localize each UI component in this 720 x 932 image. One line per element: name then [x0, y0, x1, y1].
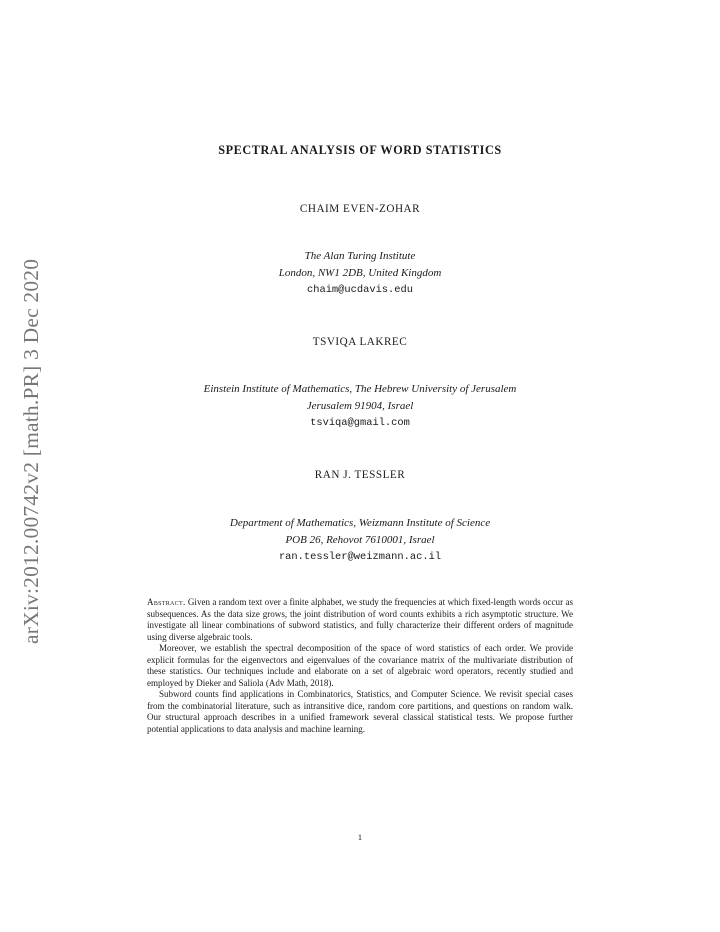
paper-title: SPECTRAL ANALYSIS OF WORD STATISTICS	[218, 143, 502, 157]
arxiv-identifier-stamp[interactable]: arXiv:2012.00742v2 [math.PR] 3 Dec 2020	[19, 258, 43, 644]
author-block-3	[0, 469, 720, 481]
affiliation-line: London, NW1 2DB, United Kingdom	[278, 267, 442, 279]
affiliation-line: Einstein Institute of Mathematics, The Hebrew University of Jerusalem	[203, 383, 517, 395]
abstract-text: Given a random text over a finite alphabet, we study the frequencies at which fixed-length words occur as subsequences. As the data size grows, the joint distribution of word counts exhibits a rich asymptotic structure. We investigate all linear combinations of subword statistics, and fully characterize their different orders of magnitude using diverse algebraic tools.	[147, 597, 573, 642]
page-number: 1	[357, 832, 363, 842]
author-name: RAN J. TESSLER	[314, 469, 406, 481]
affiliation-block-2	[0, 381, 720, 432]
affiliation-line: Jerusalem 91904, Israel	[306, 400, 414, 412]
author-email[interactable]: ran.tessler@weizmann.ac.il	[278, 551, 442, 563]
abstract-heading: Abstract.	[147, 597, 186, 607]
affiliation-line: Department of Mathematics, Weizmann Institute of Science	[229, 517, 491, 529]
abstract	[147, 597, 573, 735]
author-block-2	[0, 336, 720, 348]
abstract-paragraph: Subword counts find applications in Combinatorics, Statistics, and Computer Science. We revisit special cases from the combinatorial literature, such as intransitive dice, random core partitions, and questions on random walk. Our structural approach describes in a unified framework several classical statistical tests. We propose further potential applications to data analysis and machine learning.	[147, 689, 573, 734]
author-email[interactable]: chaim@ucdavis.edu	[306, 284, 413, 296]
author-block-1	[0, 203, 720, 215]
affiliation-line: POB 26, Rehovot 7610001, Israel	[285, 534, 435, 546]
author-name: CHAIM EVEN-ZOHAR	[299, 203, 421, 215]
abstract-paragraph: Moreover, we establish the spectral decomposition of the space of word statistics of each order. We provide explicit formulas for the eigenvectors and eigenvalues of the covariance matrix of the multivariate distribution of these statistics. Our techniques include and elaborate on a set of algebraic word operators, recently studied and employed by Dieker and Saliola (Adv Math, 2018).	[147, 643, 573, 688]
abstract-paragraph	[147, 597, 573, 643]
affiliation-block-1	[0, 248, 720, 299]
affiliation-block-3	[0, 515, 720, 566]
author-name: TSVIQA LAKREC	[312, 336, 408, 348]
author-email[interactable]: tsviqa@gmail.com	[310, 417, 410, 429]
affiliation-line: The Alan Turing Institute	[304, 250, 416, 262]
